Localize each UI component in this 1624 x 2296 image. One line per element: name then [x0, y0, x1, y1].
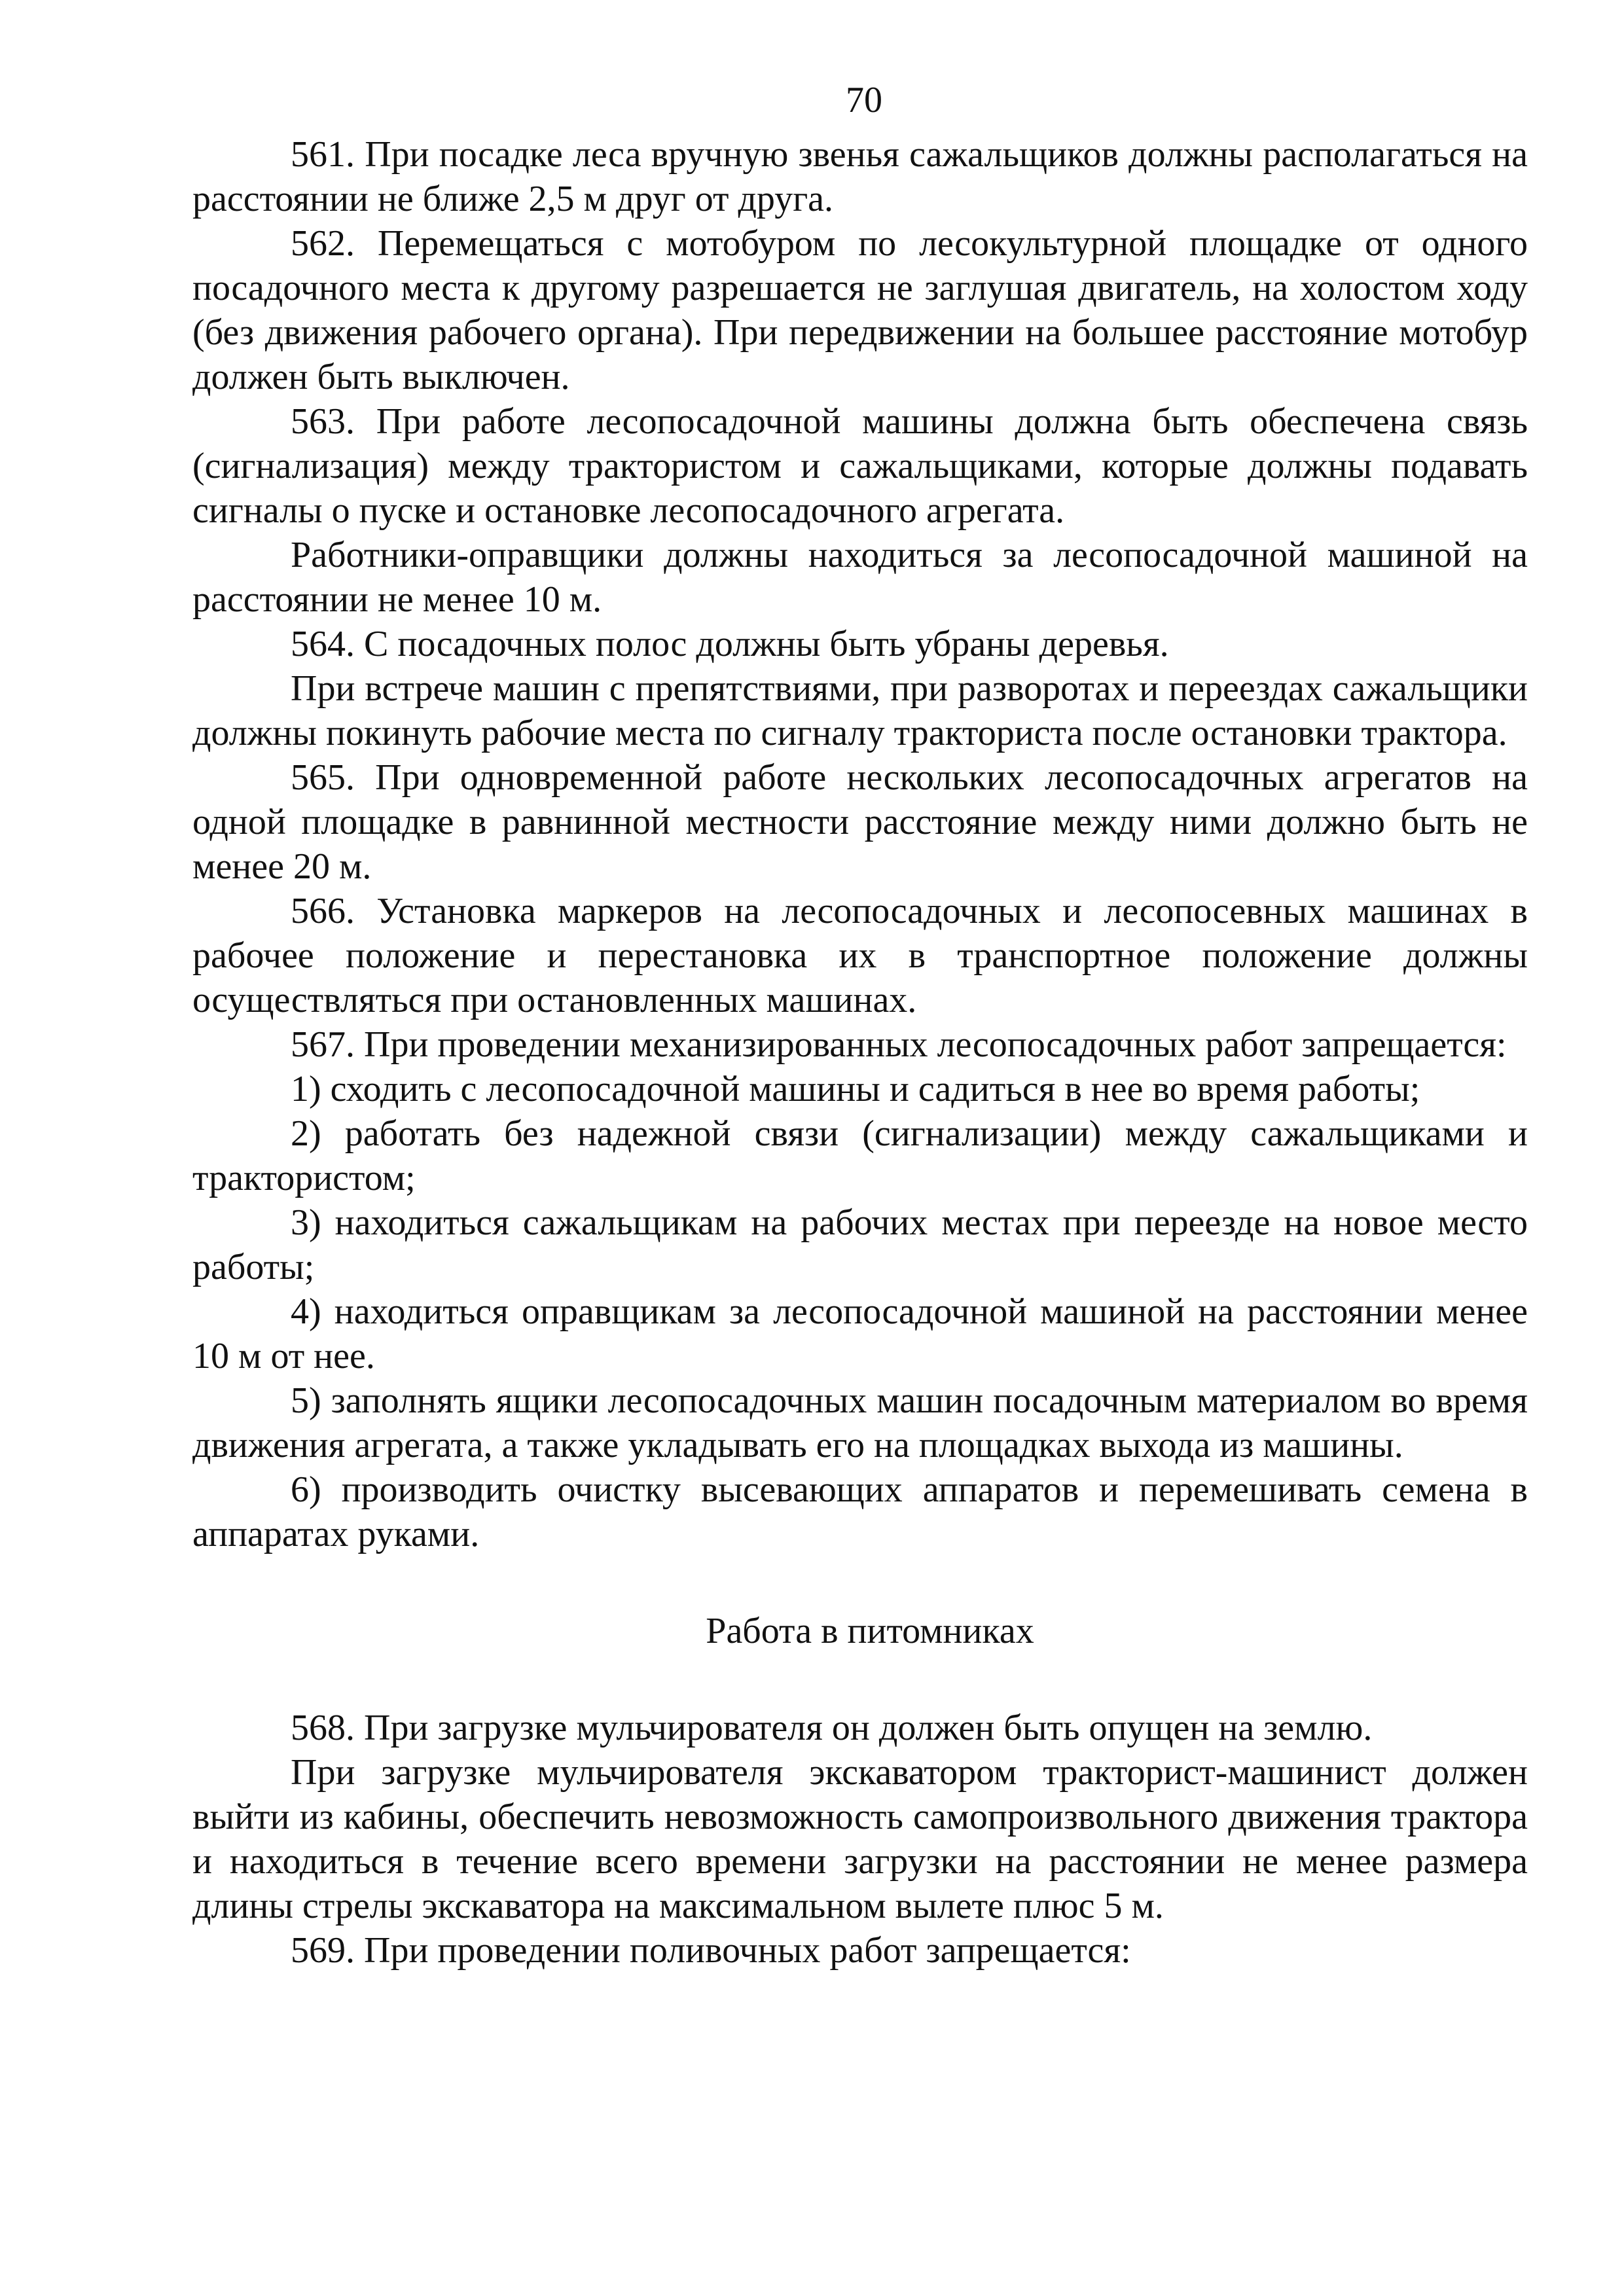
document-body	[192, 132, 1528, 1973]
paragraph-562: 562. Перемещаться с мотобуром по лесокультурной площадке от одного посадочного места к другому разрешается не заглушая двигатель, на холостом ходу (без движения рабочего органа). При передвижении на большее расстояние мотобур должен быть выключен.	[192, 223, 1528, 397]
list-item-567-5: 5) заполнять ящики лесопосадочных машин посадочным материалом во время движения агрегата, а также укладывать его на площадках выхода из машины.	[192, 1380, 1528, 1465]
paragraph-568-excavator: При загрузке мульчирователя экскаватором тракторист-машинист должен выйти из кабины, обеспечить невозможность самопроизвольного движения трактора и находиться в течение всего времени загрузки на расстоянии не менее размера длины стрелы экскаватора на максимальном вылете плюс 5 м.	[192, 1752, 1528, 1926]
paragraph-569: 569. При проведении поливочных работ запрещается:	[291, 1930, 1131, 1971]
list-item-567-6: 6) производить очистку высевающих аппаратов и перемешивать семена в аппаратах руками.	[192, 1469, 1528, 1554]
page-number: 70	[846, 80, 882, 120]
paragraph-567: 567. При проведении механизированных лесопосадочных работ запрещается:	[291, 1024, 1507, 1065]
list-item-567-4: 4) находиться оправщикам за лесопосадочной машиной на расстоянии менее 10 м от нее.	[192, 1291, 1528, 1376]
list-item-567-2: 2) работать без надежной связи (сигнализации) между сажальщиками и трактористом;	[192, 1113, 1528, 1198]
list-item-567-3: 3) находиться сажальщикам на рабочих местах при переезде на новое место работы;	[192, 1202, 1528, 1287]
paragraph-565: 565. При одновременной работе нескольких лесопосадочных агрегатов на одной площадке в равнинной местности расстояние между ними должно быть не менее 20 м.	[192, 757, 1528, 887]
paragraph-566: 566. Установка маркеров на лесопосадочных и лесопосевных машинах в рабочее положение и перестановка их в транспортное положение должны осуществляться при остановленных машинах.	[192, 891, 1528, 1020]
paragraph-564-obstacles: При встрече машин с препятствиями, при разворотах и переездах сажальщики должны покинуть рабочие места по сигналу тракториста после остановки трактора.	[192, 668, 1528, 753]
paragraph-568: 568. При загрузке мульчирователя он должен быть опущен на землю.	[291, 1708, 1373, 1748]
paragraph-563: 563. При работе лесопосадочной машины должна быть обеспечена связь (сигнализация) между трактористом и сажальщиками, которые должны подавать сигналы о пуске и остановке лесопосадочного агрегата.	[192, 401, 1528, 531]
paragraph-564: 564. С посадочных полос должны быть убраны деревья.	[291, 624, 1169, 664]
paragraph-563-workers: Работники-оправщики должны находиться за лесопосадочной машиной на расстоянии не менее 10 м.	[192, 535, 1528, 620]
list-item-567-1: 1) сходить с лесопосадочной машины и садиться в нее во время работы;	[291, 1069, 1420, 1109]
section-heading: Работа в питомниках	[706, 1611, 1034, 1651]
paragraph-561: 561. При посадке леса вручную звенья сажальщиков должны располагаться на расстоянии не ближе 2,5 м друг от друга.	[192, 134, 1528, 219]
